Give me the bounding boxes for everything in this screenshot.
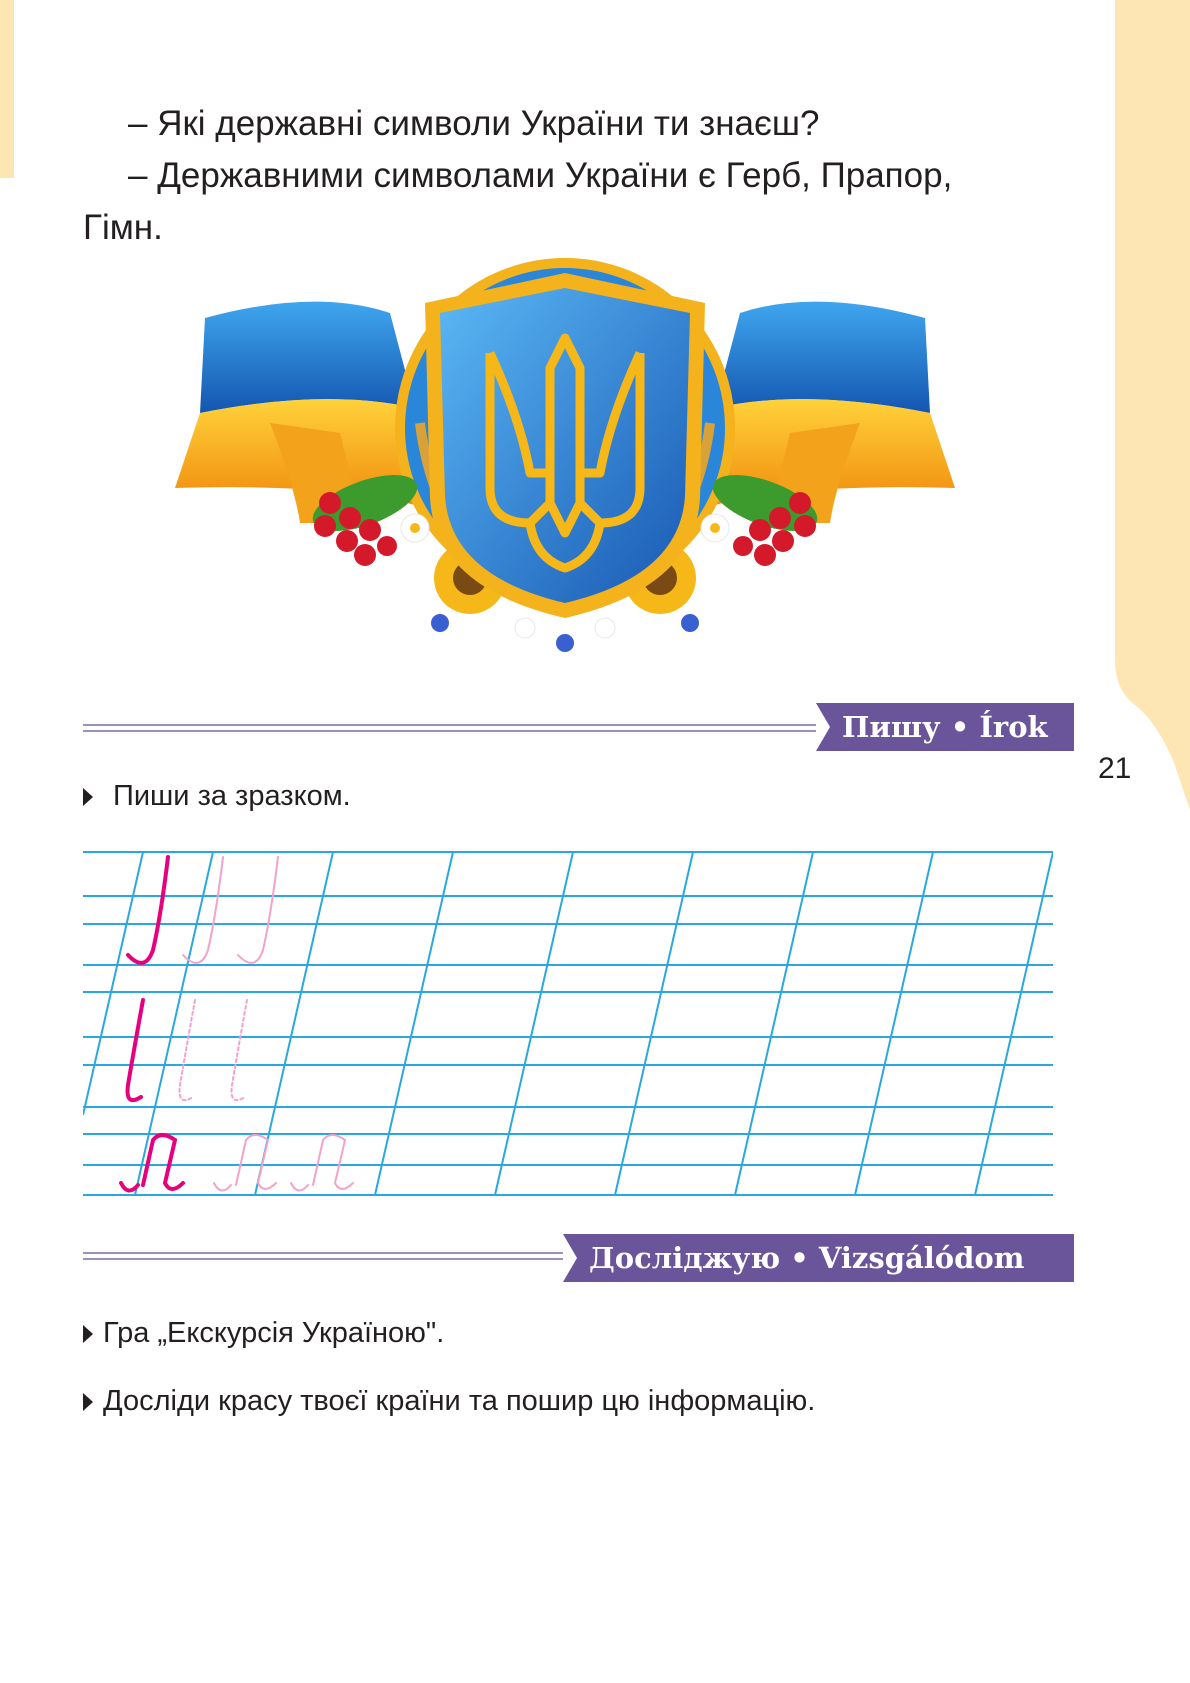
task-explore [83, 1385, 815, 1418]
section-label-write: Пишу • Írok [816, 703, 1074, 751]
letter-sample-2 [128, 1000, 143, 1100]
page-side-tab [1115, 0, 1190, 810]
flag-left-blue [200, 302, 415, 413]
triangle-bullet-icon [83, 1325, 93, 1343]
dialog-text [83, 98, 1073, 254]
question-line: – Які державні символи України ти знаєш? [128, 104, 820, 143]
task-explore-text: Досліди красу твоєї країни та пошир цю інформацію. [103, 1385, 816, 1417]
task-write [83, 780, 351, 813]
flag-right-blue [715, 302, 930, 413]
answer-line-2: Гімн. [83, 208, 163, 247]
letter-trace-3 [180, 1000, 195, 1100]
triangle-bullet-icon [83, 788, 93, 806]
page-corner-tab-left [0, 0, 14, 178]
section-divider-explore [83, 1250, 563, 1262]
task-game-text: Гра „Екскурсія Україною". [103, 1317, 445, 1349]
handwriting-practice-grid [83, 845, 1053, 1200]
answer-line-1: – Державними символами України є Герб, Прапор, [128, 156, 953, 195]
coat-of-arms-illustration [175, 258, 955, 658]
section-label-explore: Досліджую • Vizsgálódom [563, 1234, 1074, 1282]
task-game [83, 1317, 444, 1350]
page-number: 21 [1098, 752, 1132, 785]
letter-trace-2 [238, 857, 278, 963]
letter-trace-5 [214, 1135, 276, 1191]
letter-trace-6 [291, 1135, 353, 1191]
section-divider-write [83, 722, 818, 734]
letter-sample-3 [121, 1135, 183, 1191]
triangle-bullet-icon [83, 1393, 93, 1411]
letter-sample-1 [128, 857, 168, 963]
letter-trace-4 [232, 1000, 247, 1100]
task-write-text: Пиши за зразком. [113, 780, 351, 812]
letter-trace-1 [183, 857, 223, 963]
